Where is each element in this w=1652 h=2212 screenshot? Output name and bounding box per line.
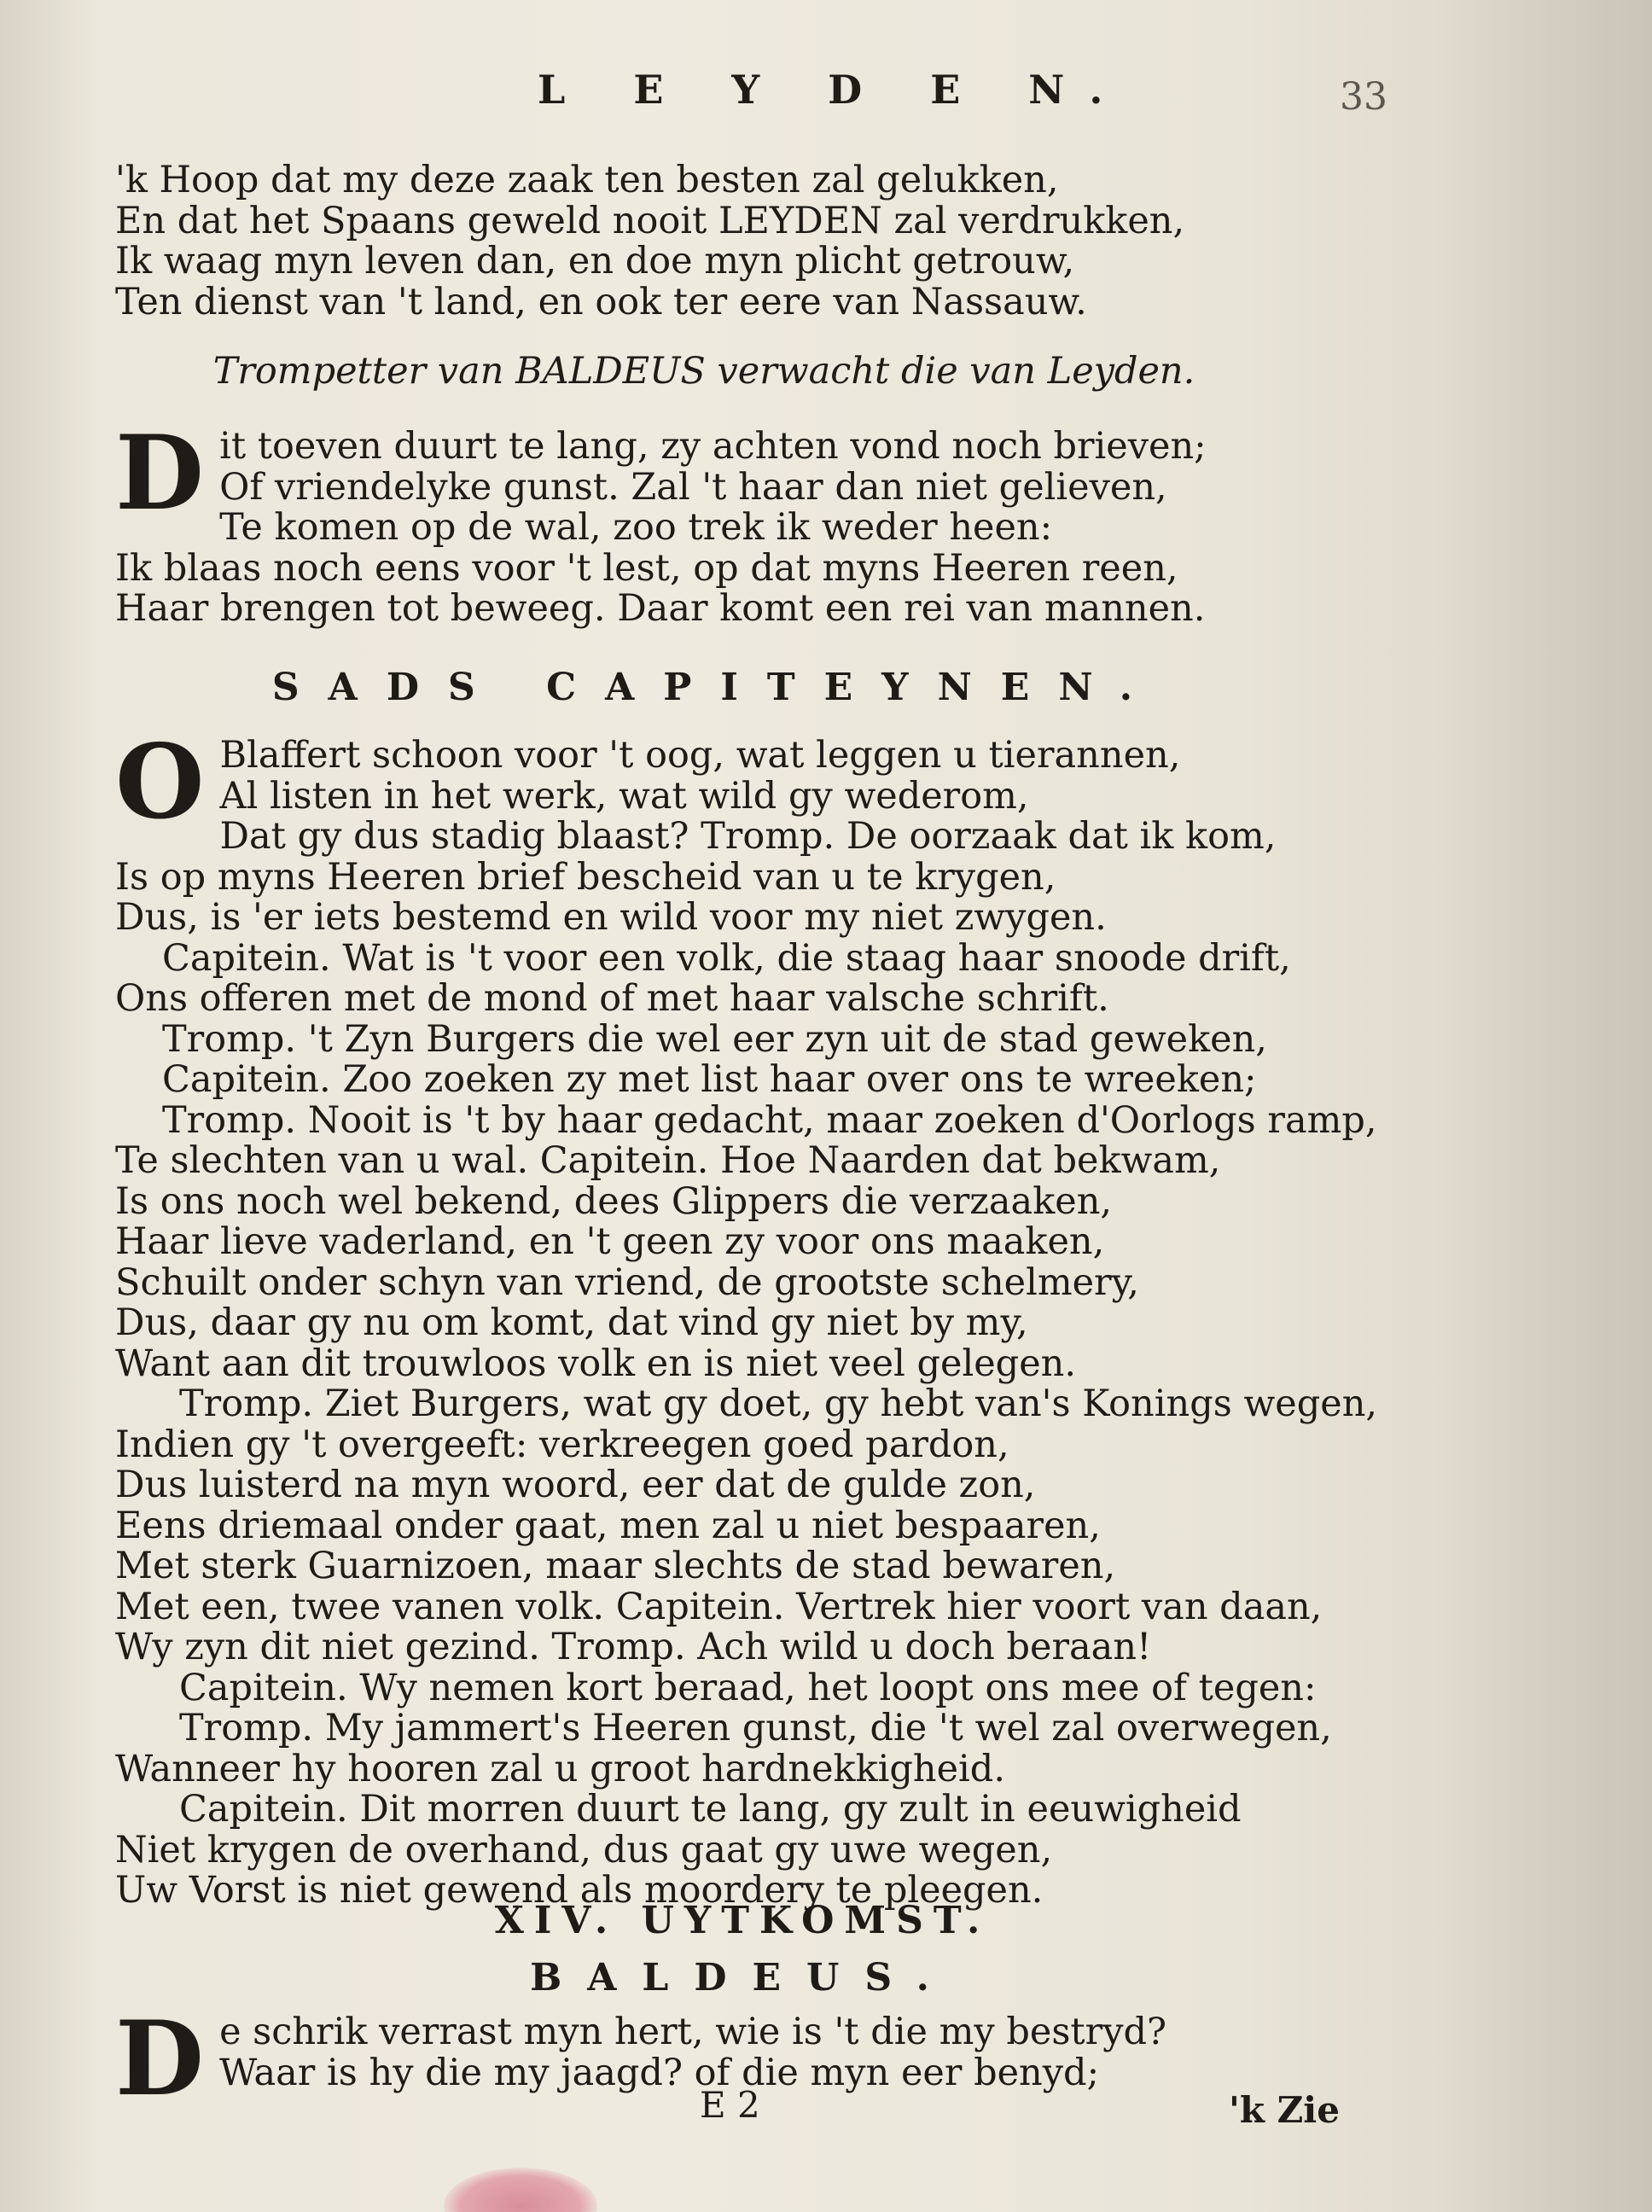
- section-heading-1: [213, 666, 1220, 709]
- stanza-3-line: Capitein. Wat is 't voor een volk, die staag haar snoode drift,: [162, 936, 1291, 980]
- stanza-3-line: Eens driemaal onder gaat, men zal u niet bespaaren,: [115, 1504, 1101, 1547]
- stanza-3-line: Capitein. Wy nemen kort beraad, het loopt ons mee of tegen:: [179, 1666, 1317, 1709]
- signature-mark: E 2: [700, 2084, 760, 2126]
- stanza-1-line: Ten dienst van 't land, en ook ter eere van Nassauw.: [115, 280, 1087, 323]
- stanza-3-line: Schuilt onder schyn van vriend, de grootste schelmery,: [115, 1260, 1139, 1304]
- stanza-3-line: Te slechten van u wal. Capitein. Hoe Naarden dat bekwam,: [115, 1139, 1221, 1182]
- section-heading-text: SADS CAPITEYNEN.: [271, 666, 1162, 709]
- stanza-3-line: Capitein. Dit morren duurt te lang, gy zult in eeuwigheid: [179, 1788, 1242, 1831]
- stanza-3-line: Tromp. Nooit is 't by haar gedacht, maar zoeken d'Oorlogs ramp,: [162, 1098, 1377, 1142]
- stanza-3-line: Is ons noch wel bekend, dees Glippers die verzaaken,: [115, 1179, 1113, 1223]
- stanza-3-line: Tromp. Ziet Burgers, wat gy doet, gy hebt van's Konings wegen,: [179, 1382, 1378, 1425]
- catchword: 'k Zie: [1229, 2089, 1340, 2131]
- page-number: 33: [1340, 75, 1387, 119]
- stanza-2-line: Te komen op de wal, zoo trek ik weder heen:: [219, 506, 1053, 549]
- running-head: [0, 67, 1652, 118]
- stanza-2-line: it toeven duurt te lang, zy achten vond noch brieven;: [219, 425, 1207, 468]
- stanza-3-line: Al listen in het werk, wat wild gy wederom,: [219, 774, 1029, 818]
- stanza-2: [115, 413, 1370, 630]
- speaker-heading-1: [137, 350, 1271, 393]
- stanza-3-line: Blaffert schoon voor 't oog, wat leggen u tierannen,: [219, 734, 1181, 777]
- stanza-4-line: Waar is hy die my jaagd? of die myn eer benyd;: [219, 2051, 1100, 2094]
- section-heading-3: [401, 1956, 1084, 2000]
- stanza-3-line: Capitein. Zoo zoeken zy met list haar over ons te wreeken;: [162, 1058, 1257, 1101]
- section-heading-text: BALDEUS.: [530, 1956, 955, 2000]
- stanza-1-line: Ik waag myn leven dan, en doe myn plicht getrouw,: [115, 240, 1075, 282]
- stanza-2-line: Ik blaas noch eens voor 't lest, op dat myns Heeren reen,: [115, 546, 1178, 590]
- stanza-3-line: Wy zyn dit niet gezind. Tromp. Ach wild u doch beraan!: [115, 1626, 1152, 1668]
- stanza-3-line: Wanneer hy hooren zal u groot hardnekkigheid.: [115, 1747, 1006, 1790]
- stanza-3-line: Is op myns Heeren brief bescheid van u te krygen,: [115, 855, 1056, 899]
- drop-cap-o: O: [115, 722, 205, 842]
- stanza-4-line: e schrik verrast myn hert, wie is 't die my bestryd?: [219, 2011, 1167, 2053]
- stanza-3-line: Indien gy 't overgeeft: verkreegen goed pardon,: [115, 1423, 1009, 1466]
- stanza-3-line: Dus, is 'er iets bestemd en wild voor my niet zwygen.: [115, 896, 1107, 939]
- stanza-3-line: Tromp. 't Zyn Burgers die wel eer zyn uit de stad geweken,: [162, 1017, 1267, 1061]
- stanza-3-line: Met een, twee vanen volk. Capitein. Vertrek hier voort van daan,: [115, 1585, 1323, 1628]
- stanza-3-line: Dat gy dus stadig blaast? Tromp. De oorzaak dat ik kom,: [219, 815, 1277, 858]
- stanza-3-line: Dus luisterd na myn woord, eer dat de gulde zon,: [115, 1464, 1036, 1506]
- stanza-1-line: En dat het Spaans geweld nooit LEYDEN zal verdrukken,: [115, 199, 1185, 242]
- section-heading-2: [358, 1899, 1126, 1942]
- stanza-3-line: Ons offeren met de mond of met haar valsche schrift.: [115, 977, 1109, 1020]
- drop-cap-d: D: [115, 413, 205, 533]
- page-shadow: [1439, 0, 1652, 2212]
- speaker-heading-text: Trompetter van BALDEUS verwacht die van Leyden.: [212, 350, 1195, 393]
- stanza-2-line: Haar brengen tot beweeg. Daar komt een rei van mannen.: [115, 587, 1206, 630]
- stanza-3-line: Dus, daar gy nu om komt, dat vind gy niet by my,: [115, 1301, 1028, 1344]
- stanza-3-line: Uw Vorst is niet gewend als moordery te pleegen.: [115, 1869, 1044, 1912]
- stanza-1: [115, 160, 1370, 323]
- stanza-3: [115, 722, 1378, 1912]
- stanza-1-line: 'k Hoop dat my deze zaak ten besten zal gelukken,: [115, 159, 1059, 201]
- stanza-3-line: Haar lieve vaderland, en 't geen zy voor ons maaken,: [115, 1220, 1105, 1263]
- stanza-3-line: Met sterk Guarnizoen, maar slechts de stad bewaren,: [115, 1545, 1116, 1587]
- drop-cap-d: D: [115, 1999, 205, 2119]
- stanza-3-line: Niet krygen de overhand, dus gaat gy uwe wegen,: [115, 1828, 1053, 1871]
- finger-edge: [444, 2168, 597, 2212]
- section-heading-text: XIV. UYTKOMST.: [494, 1899, 991, 1942]
- stanza-3-line: Tromp. My jammert's Heeren gunst, die 't wel zal overwegen,: [179, 1707, 1332, 1749]
- running-title: L E Y D E N.: [538, 67, 1131, 113]
- stanza-3-line: Want aan dit trouwloos volk en is niet veel gelegen.: [115, 1342, 1076, 1385]
- stanza-2-line: Of vriendelyke gunst. Zal 't haar dan niet gelieven,: [219, 465, 1167, 509]
